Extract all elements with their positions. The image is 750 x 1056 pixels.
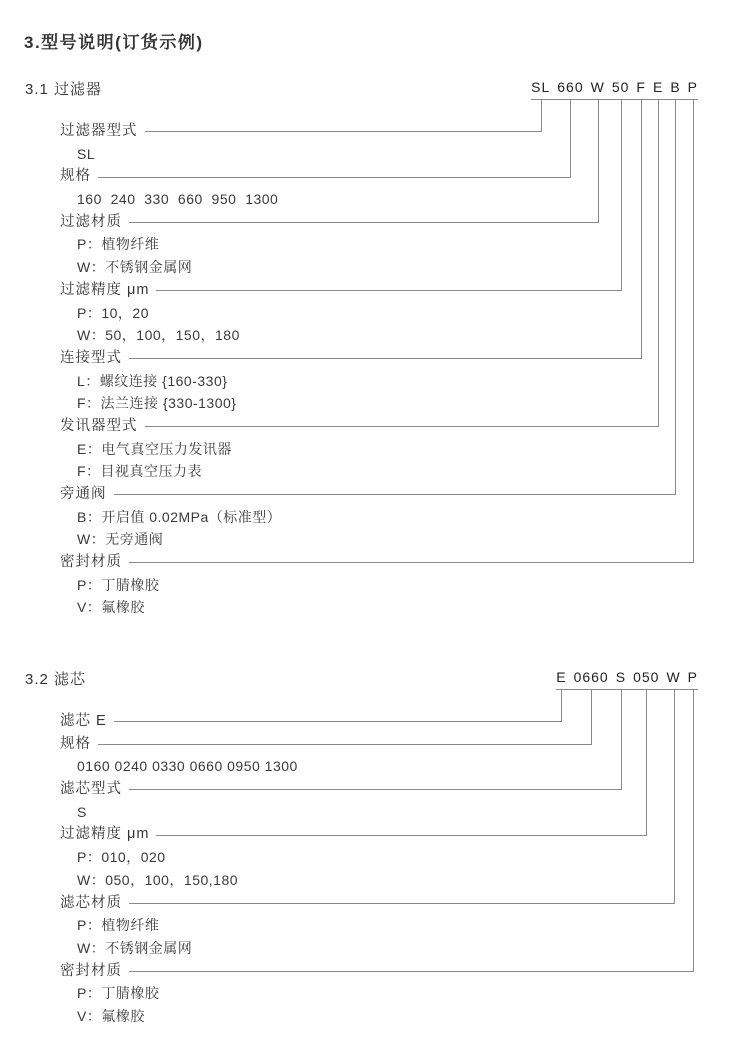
option-text: B：开启值 0.02MPa（标准型）: [77, 508, 282, 525]
leader-line-vertical: [641, 99, 642, 358]
leader-line-vertical: [598, 99, 599, 222]
model-code: [531, 78, 698, 96]
spec-label: 旁通阀: [60, 486, 107, 502]
option-row: [0, 869, 750, 892]
leader-line-vertical: [541, 99, 542, 131]
leader-line-horizontal: [129, 789, 622, 790]
option-row: [0, 574, 750, 597]
option-row: [0, 392, 750, 415]
spec-label: 过滤器型式: [60, 123, 138, 139]
option-text: F：目视真空压力表: [77, 463, 203, 480]
code-segment: F: [636, 79, 646, 95]
option-text: P：010，020: [77, 849, 166, 866]
code-segment: P: [687, 79, 698, 95]
option-text: W：不锈钢金属网: [77, 259, 193, 276]
option-text: P：植物纤维: [77, 236, 160, 253]
option-row: [0, 143, 750, 166]
code-segment: 50: [611, 79, 630, 95]
leader-line-horizontal: [129, 222, 599, 223]
spec-label: 密封材质: [60, 554, 122, 571]
spec-label: 发讯器型式: [60, 417, 138, 434]
leader-line-vertical: [658, 99, 659, 426]
leader-line-horizontal: [114, 494, 676, 495]
leader-line-vertical: [621, 689, 622, 789]
spec-label: 过滤精度 μm: [60, 281, 150, 298]
option-row: [0, 188, 750, 211]
leader-line-horizontal: [129, 358, 642, 359]
leader-line-vertical: [646, 689, 647, 835]
page-title: 3.型号说明(订货示例): [24, 33, 204, 52]
leader-line-vertical: [570, 99, 571, 177]
option-row: [0, 506, 750, 529]
option-row: [0, 755, 750, 778]
leader-line-horizontal: [129, 903, 675, 904]
model-code: [556, 668, 698, 686]
section-heading: 3.1 过滤器: [25, 81, 103, 98]
leader-line-vertical: [674, 689, 675, 903]
spec-label: 规格: [60, 168, 91, 185]
option-row: [0, 438, 750, 461]
leader-line-vertical: [693, 99, 694, 562]
option-row: [0, 256, 750, 279]
code-segment: 050: [633, 669, 660, 685]
code-segment: E: [652, 79, 664, 95]
code-segment: P: [687, 669, 698, 685]
code-segment: SL: [531, 79, 551, 95]
leader-line-horizontal: [156, 290, 622, 291]
option-row: [0, 596, 750, 619]
option-row: [0, 324, 750, 347]
option-text: P：丁腈橡胶: [77, 576, 160, 593]
option-text: W：50，100，150，180: [77, 327, 240, 344]
section-heading: 3.2 滤芯: [25, 671, 87, 688]
leader-line-horizontal: [98, 177, 571, 178]
option-row: [0, 801, 750, 824]
code-underline: [531, 99, 698, 100]
spec-rows: [0, 120, 750, 619]
option-row: [0, 982, 750, 1005]
spec-label: 过滤材质: [60, 213, 122, 230]
spec-label: 过滤精度 μm: [60, 826, 150, 843]
code-segment: E: [556, 669, 567, 685]
option-text: 160 240 330 660 950 1300: [77, 191, 279, 208]
spec-rows: [0, 710, 750, 1028]
option-text: W：050，100，150,180: [77, 871, 239, 888]
code-segment: W: [666, 669, 681, 685]
leader-line-vertical: [621, 99, 622, 290]
option-text: SL: [77, 145, 96, 162]
spec-label: 规格: [60, 735, 91, 752]
leader-line-vertical: [591, 689, 592, 744]
option-text: W：不锈钢金属网: [77, 939, 193, 956]
option-text: F：法兰连接 {330-1300}: [77, 395, 237, 412]
option-text: L：螺纹连接 {160-330}: [77, 372, 228, 389]
leader-line-vertical: [693, 689, 694, 971]
code-segment: B: [670, 79, 681, 95]
spec-label: 滤芯材质: [60, 894, 122, 911]
leader-line-horizontal: [98, 744, 592, 745]
leader-line-horizontal: [114, 721, 562, 722]
option-row: [0, 914, 750, 937]
option-row: [0, 937, 750, 960]
leader-line-horizontal: [156, 835, 647, 836]
option-text: W：无旁通阀: [77, 531, 164, 548]
option-text: 0160 0240 0330 0660 0950 1300: [77, 758, 298, 775]
code-segment: 660: [557, 79, 584, 95]
code-underline: [556, 689, 698, 690]
option-row: [0, 233, 750, 256]
spec-label: 滤芯型式: [60, 781, 122, 798]
leader-line-horizontal: [145, 426, 659, 427]
option-text: V：氟橡胶: [77, 599, 145, 616]
option-text: E：电气真空压力发讯器: [77, 440, 232, 457]
option-row: [0, 528, 750, 551]
option-text: V：氟橡胶: [77, 1007, 145, 1024]
option-row: [0, 302, 750, 325]
option-row: [0, 1005, 750, 1028]
leader-line-horizontal: [129, 562, 694, 563]
option-text: P：丁腈橡胶: [77, 985, 160, 1002]
option-text: P：植物纤维: [77, 917, 160, 934]
option-row: [0, 846, 750, 869]
option-text: P：10，20: [77, 304, 149, 321]
code-segment: S: [615, 669, 627, 685]
option-row: [0, 460, 750, 483]
leader-line-vertical: [675, 99, 676, 494]
spec-label: 密封材质: [60, 962, 122, 979]
option-row: [0, 370, 750, 393]
spec-label: 滤芯 E: [60, 713, 107, 729]
option-text: S: [77, 803, 87, 820]
spec-label: 连接型式: [60, 349, 122, 366]
leader-line-horizontal: [145, 131, 542, 132]
leader-line-vertical: [561, 689, 562, 721]
code-segment: 0660: [573, 669, 609, 685]
code-segment: W: [590, 79, 605, 95]
leader-line-horizontal: [129, 971, 694, 972]
